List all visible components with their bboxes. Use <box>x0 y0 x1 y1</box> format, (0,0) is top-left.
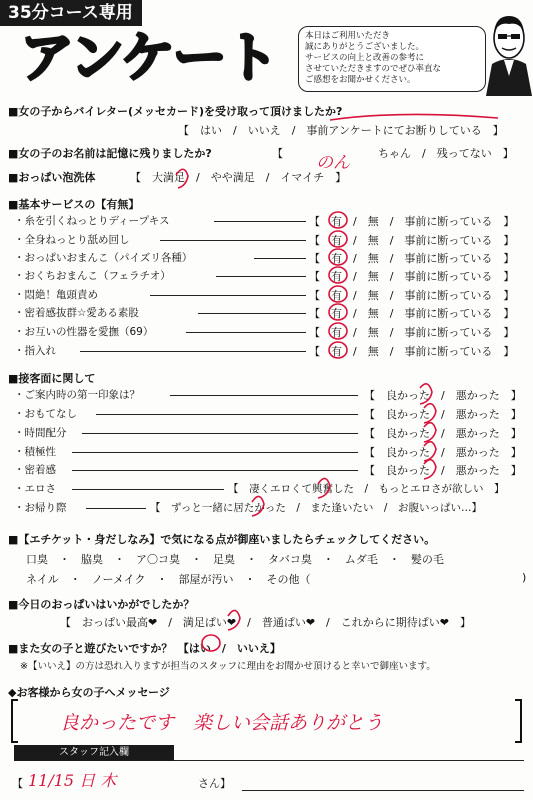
greeting-line: ご感想をお聞かせください。 <box>305 75 416 85</box>
question-bubble-wash: ■おっぱい泡洗体 <box>8 171 96 184</box>
handwritten-girl-name: のん <box>316 153 350 173</box>
pen-check-mark <box>424 423 436 442</box>
service-rating-item: ・おもてなし <box>14 408 77 420</box>
service-options: 【 有 / 無 / 事前に断っている 】 <box>309 326 515 339</box>
service-rating-item: ・密着感 <box>14 464 56 476</box>
pen-circle-mark <box>329 212 347 228</box>
etiquette-options-line2: ネイル ・ ノーメイク ・ 部屋が汚い ・ その他（ <box>26 573 311 586</box>
handwritten-message: 良かったです 楽しい会話ありがとう <box>60 712 384 734</box>
options-letter: 【 はい / いいえ / 事前アンケートにてお断りしている 】 <box>178 124 504 137</box>
pen-circle-mark <box>329 267 347 283</box>
service-options: 【 有 / 無 / 事前に断っている 】 <box>309 289 515 302</box>
question-name-memory: ■女の子のお名前は記憶に残りましたか? <box>8 147 212 160</box>
rating-options: 【 良かった / 悪かった 】 <box>364 446 522 459</box>
pen-circle-mark <box>329 249 347 265</box>
service-rating-item: ・積極性 <box>14 446 56 458</box>
greeting-line: サービスの向上と改善の参考に <box>305 53 425 63</box>
pen-check-mark <box>420 384 432 404</box>
service-item: ・糸を引くねっとりディープキス <box>14 215 170 227</box>
pen-check-mark <box>318 478 330 498</box>
rating-options: 【 良かった / 悪かった 】 <box>364 389 522 402</box>
service-item: ・指入れ <box>14 345 56 357</box>
pen-check-mark <box>176 169 188 188</box>
service-options: 【 有 / 無 / 事前に断っている 】 <box>309 252 515 265</box>
service-options: 【 有 / 無 / 事前に断っている 】 <box>309 307 515 320</box>
bracket-open: 【 <box>272 147 283 160</box>
pen-check-mark <box>424 460 436 479</box>
service-options: 【 有 / 無 / 事前に断っている 】 <box>309 215 515 228</box>
service-item: ・悶絶！亀頭責め <box>14 289 98 301</box>
pen-circle-mark <box>329 231 347 247</box>
rating-options: 【 良かった / 悪かった 】 <box>364 427 522 440</box>
options-bubble-wash: 【 大満足 / やや満足 / イマイチ 】 <box>130 171 347 184</box>
greeting-line: 誠にありがとうございました。 <box>305 42 425 52</box>
service-item: ・おくちおまんこ（フェラチオ） <box>14 270 171 282</box>
staff-san: さん】 <box>198 777 231 790</box>
pen-circle-mark <box>202 635 220 651</box>
greeting-line: させていただきますのでぜひ率直な <box>305 64 442 74</box>
leave-item: ・お帰り際 <box>14 502 67 514</box>
section-customer-service: ■接客面に関して <box>8 372 96 385</box>
service-rating-item: ・ご案内時の第一印象は？ <box>14 389 140 401</box>
pen-underline-mark <box>330 114 498 120</box>
ero-options: 【 凄くエロくて興奮した / もっとエロさが欲しい 】 <box>228 483 505 495</box>
play-again-note: ※【いいえ】の方は恐れ入りますが担当のスタッフに理由をお聞かせ頂けると幸いで御座います。 <box>20 661 436 672</box>
svg-text:アンケート: アンケート <box>20 26 277 89</box>
pen-circle-mark <box>329 304 347 320</box>
rating-options: 【 良かった / 悪かった 】 <box>364 464 522 477</box>
service-item: ・お互いの性器を愛撫（69） <box>14 326 154 338</box>
section-todays-oppai: ■今日のおっぱいはいかがでしたか？ <box>8 598 195 611</box>
pen-circle-mark <box>329 342 347 358</box>
section-etiquette: ■【エチケット・身だしなみ】で気になる点が御座いましたらチェックしてください。 <box>8 533 436 546</box>
options-name: ちゃん / 残ってない 】 <box>378 147 514 160</box>
etiquette-options-line1: 口臭 ・ 脇臭 ・ ア〇コ臭 ・ 足臭 ・ タバコ臭 ・ ムダ毛 ・ 髪の毛 <box>26 553 444 566</box>
service-item: ・全身ねっとり舐め回し <box>14 234 130 246</box>
staff-bracket-open: 【 <box>12 777 23 790</box>
leave-options: 【 ずっと一緒に居たかった / また逢いたい / お腹いっぱい…】 <box>150 502 482 514</box>
question-birthday-letter: ■女の子からバイレター(メッセカード)を受け取って頂けましたか? <box>8 105 343 118</box>
greeting-line: 本日はご利用いただき <box>305 31 391 41</box>
oppai-options: 【 おっぱい最高❤ / 満足ぱい❤ / 普通ぱい❤ / これからに期待ぱい❤ 】 <box>60 616 471 629</box>
pen-check-mark <box>424 404 436 423</box>
service-item: ・密着感抜群☆愛ある素股 <box>14 307 139 319</box>
ero-item: ・エロさ <box>14 483 56 495</box>
rating-options: 【 良かった / 悪かった 】 <box>364 408 522 421</box>
section-play-again: ■また女の子と遊びたいですか？ 【はい / いいえ】 <box>8 642 281 655</box>
handwritten-date: 11/15 日 木 <box>28 771 117 790</box>
service-item: ・おっぱいおまんこ（パイズリ各種） <box>14 252 193 264</box>
pen-circle-mark <box>329 323 347 339</box>
service-rating-item: ・時間配分 <box>14 427 67 439</box>
section-message: ◆お客様から女の子へメッセージ <box>8 686 170 699</box>
service-options: 【 有 / 無 / 事前に断っている 】 <box>309 270 515 283</box>
pen-circle-mark <box>329 286 347 302</box>
pen-check-mark <box>228 610 240 630</box>
staff-section-label: スタッフ記入欄 <box>14 745 174 761</box>
pen-check-mark <box>252 496 264 516</box>
service-options: 【 有 / 無 / 事前に断っている 】 <box>309 234 515 247</box>
course-tab: 35分コース専用 <box>0 0 142 26</box>
pen-check-mark <box>424 442 436 461</box>
section-basic-services: ■基本サービスの【有無】 <box>8 198 140 211</box>
etiquette-other-close: ) <box>522 571 527 584</box>
service-options: 【 有 / 無 / 事前に断っている 】 <box>309 345 515 358</box>
